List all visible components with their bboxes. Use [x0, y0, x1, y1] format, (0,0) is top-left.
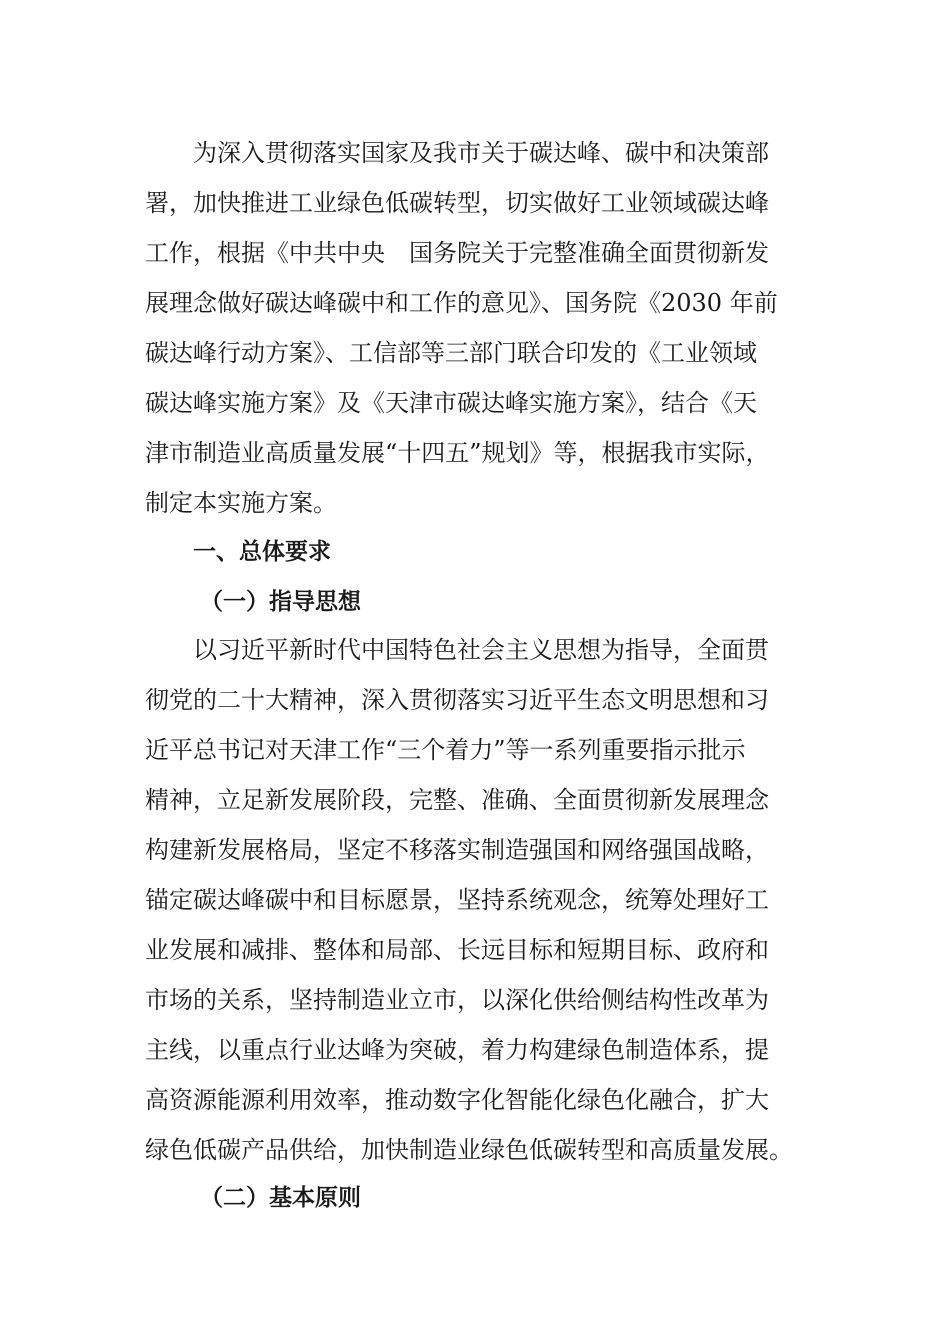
paragraph-line: 近平总书记对天津工作“三个着力”等一系列重要指示批示	[145, 736, 746, 764]
paragraph-line: 工作，根据《中共中央 国务院关于完整准确全面贯彻新发	[145, 239, 769, 267]
paragraph-line: 为深入贯彻落实国家及我市关于碳达峰、碳中和决策部	[193, 139, 769, 167]
subsection-heading: （一）指导思想	[200, 589, 361, 615]
paragraph-line: 高资源能源利用效率，推动数字化智能化绿色化融合，扩大	[145, 1086, 769, 1114]
paragraph-line: 构建新发展格局，坚定不移落实制造强国和网络强国战略，	[145, 836, 769, 864]
paragraph-line: 署，加快推进工业绿色低碳转型，切实做好工业领域碳达峰	[145, 189, 769, 217]
paragraph-line: 业发展和减排、整体和局部、长远目标和短期目标、政府和	[145, 936, 769, 964]
paragraph-line: 绿色低碳产品供给，加快制造业绿色低碳转型和高质量发展。	[145, 1136, 793, 1164]
paragraph-line: 碳达峰行动方案》、工信部等三部门联合印发的《工业领域	[145, 339, 757, 367]
paragraph-line: 主线，以重点行业达峰为突破，着力构建绿色制造体系，提	[145, 1036, 769, 1064]
paragraph-line: 展理念做好碳达峰碳中和工作的意见》、国务院《2030 年前	[145, 289, 778, 317]
paragraph-line: 制定本实施方案。	[145, 489, 337, 517]
paragraph-line: 以习近平新时代中国特色社会主义思想为指导，全面贯	[193, 636, 769, 664]
paragraph-line: 锚定碳达峰碳中和目标愿景，坚持系统观念，统筹处理好工	[145, 886, 769, 914]
subsection-heading: （二）基本原则	[200, 1185, 361, 1211]
section-heading: 一、总体要求	[193, 539, 331, 565]
paragraph-line: 彻党的二十大精神，深入贯彻落实习近平生态文明思想和习	[145, 686, 769, 714]
paragraph-line: 精神，立足新发展阶段，完整、准确、全面贯彻新发展理念	[145, 786, 769, 814]
paragraph-line: 津市制造业高质量发展“十四五”规划》等，根据我市实际，	[145, 439, 770, 467]
paragraph-line: 市场的关系，坚持制造业立市，以深化供给侧结构性改革为	[145, 986, 769, 1014]
paragraph-line: 碳达峰实施方案》及《天津市碳达峰实施方案》，结合《天	[145, 389, 757, 417]
